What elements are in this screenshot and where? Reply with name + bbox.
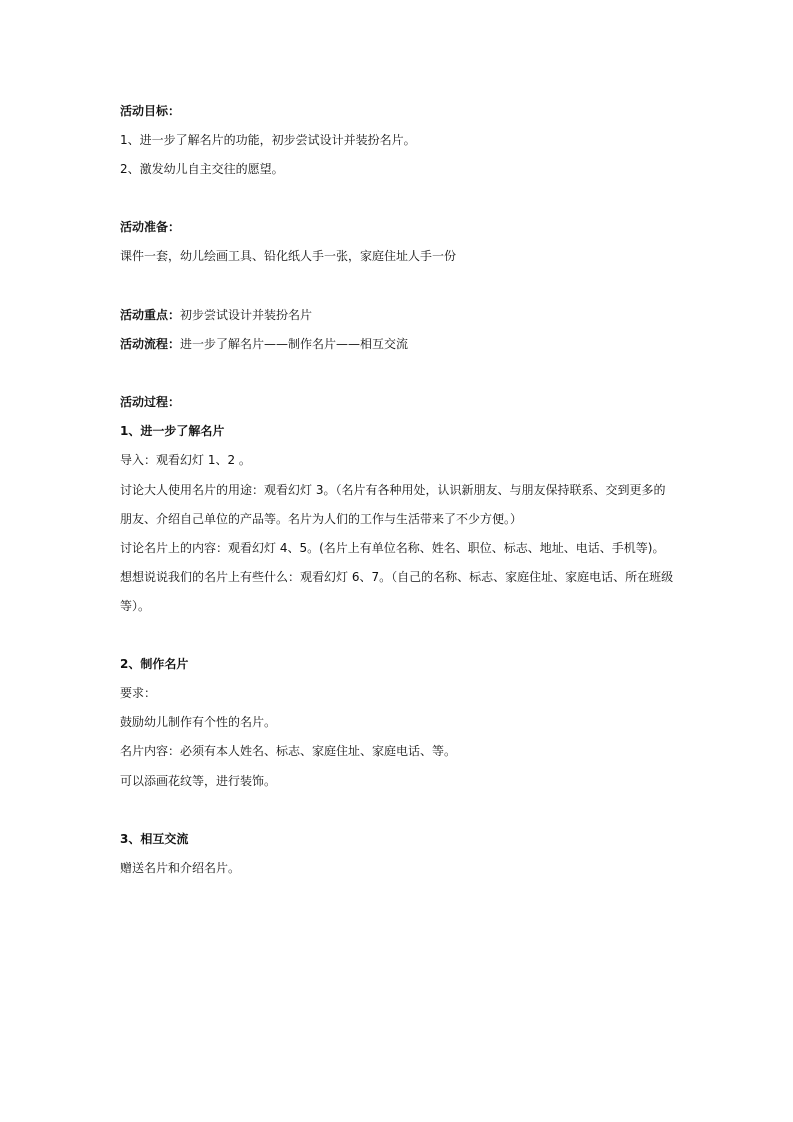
step2-title: 2、制作名片: [120, 657, 189, 671]
focus-label: 活动重点：: [120, 308, 181, 322]
flow-label: 活动流程：: [120, 337, 181, 351]
preparation-heading: 活动准备：: [120, 220, 181, 234]
step2-line-3: 名片内容：必须有本人姓名、标志、家庭住址、家庭电话、等。: [120, 744, 457, 758]
step1-line-2: 讨论大人使用名片的用途：观看幻灯 3。（名片有各种用处，认识新朋友、与朋友保持联系、交到更多的: [120, 483, 666, 497]
step2-line-2: 鼓励幼儿制作有个性的名片。: [120, 715, 277, 729]
step1-line-1: 导入：观看幻灯 1、2 。: [120, 453, 251, 467]
preparation-text: 课件一套，幼儿绘画工具、铅化纸人手一张，家庭住址人手一份: [120, 249, 457, 263]
step3-title: 3、相互交流: [120, 832, 189, 846]
step3-line-1: 赠送名片和介绍名片。: [120, 861, 241, 875]
step1-line-4: 讨论名片上的内容：观看幻灯 4、5。(名片上有单位名称、姓名、职位、标志、地址、电话、手机等)。: [120, 541, 665, 555]
flow-text: 进一步了解名片——制作名片——相互交流: [180, 337, 409, 351]
step1-line-6: 等）。: [120, 599, 151, 613]
flow-line: [120, 336, 680, 352]
process-heading: 活动过程：: [120, 395, 181, 409]
step2-line-1: 要求：: [120, 686, 157, 700]
step1-line-5: 想想说说我们的名片上有些什么：观看幻灯 6、7。（自己的名称、标志、家庭住址、家庭电话、所在班级: [120, 570, 674, 584]
focus-line: [120, 307, 680, 323]
goal-item-1: 1、进一步了解名片的功能，初步尝试设计并装扮名片。: [120, 133, 416, 147]
goals-heading: 活动目标：: [120, 104, 181, 118]
step1-title: 1、进一步了解名片: [120, 424, 225, 438]
step1-line-3: 朋友、介绍自己单位的产品等。名片为人们的工作与生活带来了不少方便。）: [120, 512, 523, 526]
focus-text: 初步尝试设计并装扮名片: [180, 308, 313, 322]
step2-line-4: 可以添画花纹等，进行装饰。: [120, 774, 277, 788]
goal-item-2: 2、激发幼儿自主交往的愿望。: [120, 162, 284, 176]
